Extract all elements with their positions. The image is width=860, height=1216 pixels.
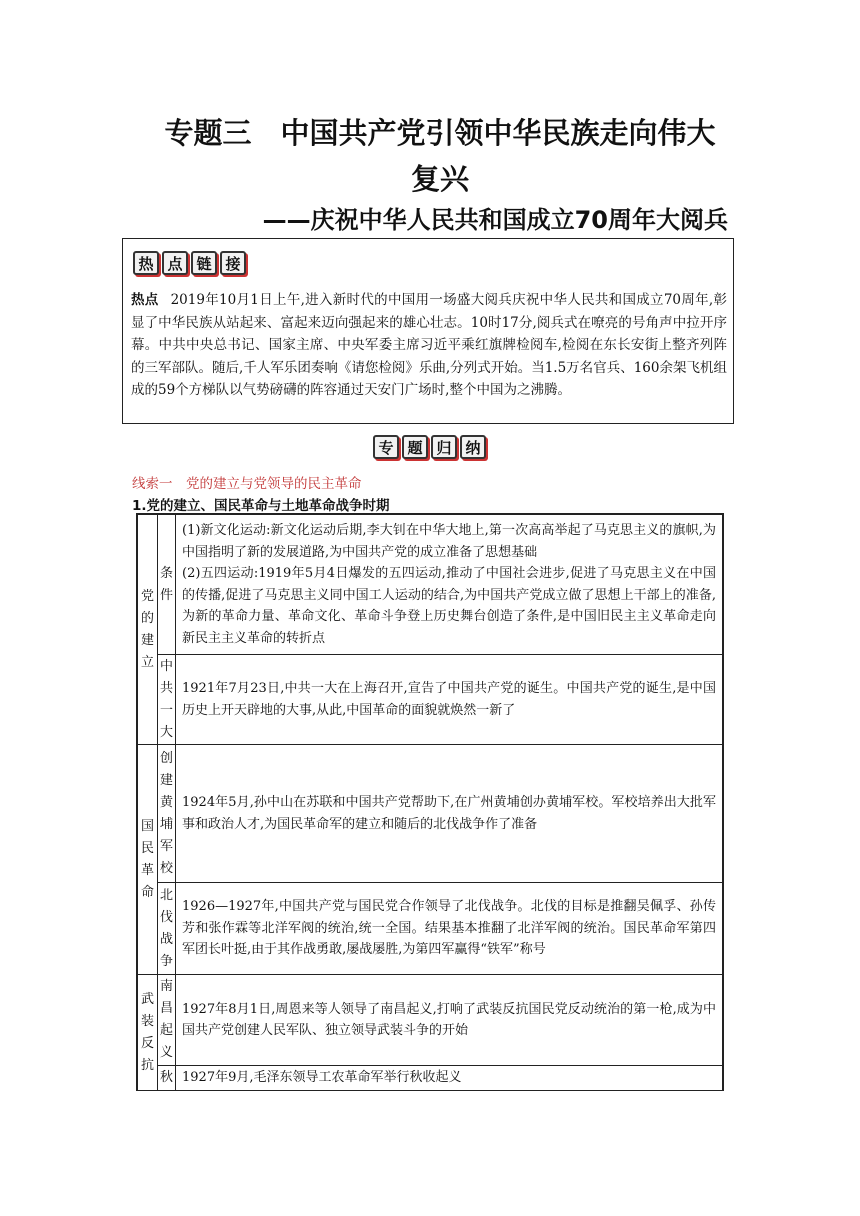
table-row — [138, 745, 723, 883]
content-text: (2)五四运动:1919年5月4日爆发的五四运动,推动了中国社会进步,促进了马克思主义在中国的传播,促进了马克思主义同中国工人运动的结合,为中国共产党成立做了思想上干部上的准备,为新的革命力量、革命文化、革命斗争登上历史舞台创造了条件,是中国旧民主主义革命走向新民主主义革命的转折点 — [182, 566, 716, 646]
hot-link-tag: 接 — [220, 251, 246, 275]
content-cell — [176, 515, 723, 655]
summary-tag: 归 — [431, 435, 457, 459]
content-text: (1)新文化运动:新文化运动后期,李大钊在中华大地上,第一次高高举起了马克思主义的旗帜,为中国指明了新的发展道路,为中国共产党的成立准备了思想基础 — [182, 523, 716, 560]
subcategory-cell: 北伐战争 — [158, 883, 176, 975]
category-cell: 国民革命 — [138, 745, 158, 975]
table-row — [138, 655, 723, 745]
table-row — [138, 883, 723, 975]
summary-tag: 纳 — [460, 435, 486, 459]
content-cell: 1926—1927年,中国共产党与国民党合作领导了北伐战争。北伐的目标是推翻吴佩孚、孙传芳和张作霖等北洋军阀的统治,统一全国。结果基本推翻了北洋军阀的统治。国民革命军第四军团长叶挺,由于其作战勇敢,屡战屡胜,为第四军赢得“铁军”称号 — [176, 883, 723, 975]
title-line-1: 专题三 中国共产党引领中华民族走向伟大 — [164, 116, 716, 150]
hot-link-label: 热点 — [131, 292, 159, 308]
hot-link-box — [122, 238, 734, 424]
hot-link-tags — [133, 251, 246, 275]
summary-tags — [373, 435, 486, 459]
section-title: 1.党的建立、国民革命与土地革命战争时期 — [132, 498, 390, 514]
hot-link-tag: 热 — [133, 251, 159, 275]
history-table — [136, 513, 724, 1091]
category-cell: 武装反抗 — [138, 975, 158, 1091]
table-row — [138, 515, 723, 655]
page-title — [140, 110, 740, 202]
subcategory-cell: 条件 — [158, 515, 176, 655]
content-cell: 1927年9月,毛泽东领导工农革命军举行秋收起义 — [176, 1066, 723, 1091]
hot-link-text: 2019年10月1日上午,进入新时代的中国用一场盛大阅兵庆祝中华人民共和国成立70周年,彰显了中华民族从站起来、富起来迈向强起来的雄心壮志。10时17分,阅兵式在嘹亮的号角声中拉开序幕。中共中央总书记、国家主席、中央军委主席习近平乘红旗牌检阅车,检阅在东长安街上整齐列阵的三军部队。随后,千人军乐团奏响《请您检阅》乐曲,分列式开始。当1.5万名官兵、160余架飞机组成的59个方梯队以气势磅礴的阵容通过天安门广场时,整个中国为之沸腾。 — [131, 292, 727, 398]
hot-link-paragraph — [131, 289, 727, 402]
summary-tag: 专 — [373, 435, 399, 459]
hot-link-tag: 点 — [162, 251, 188, 275]
content-cell: 1921年7月23日,中共一大在上海召开,宣告了中国共产党的诞生。中国共产党的诞生,是中国历史上开天辟地的大事,从此,中国革命的面貌就焕然一新了 — [176, 655, 723, 745]
subcategory-cell: 南昌起义 — [158, 975, 176, 1066]
summary-tag: 题 — [402, 435, 428, 459]
category-cell: 党的建立 — [138, 515, 158, 745]
content-cell: 1924年5月,孙中山在苏联和中国共产党帮助下,在广州黄埔创办黄埔军校。军校培养出大批军事和政治人才,为国民革命军的建立和随后的北伐战争作了准备 — [176, 745, 723, 883]
hot-link-tag: 链 — [191, 251, 217, 275]
subcategory-cell: 创建黄埔军校 — [158, 745, 176, 883]
table-row — [138, 1066, 723, 1091]
title-line-2: 复兴 — [410, 162, 469, 196]
subcategory-cell: 中共一大 — [158, 655, 176, 745]
table-row — [138, 975, 723, 1066]
page-subtitle: ——庆祝中华人民共和国成立70周年大阅兵 — [262, 206, 728, 234]
subcategory-cell: 秋 — [158, 1066, 176, 1091]
content-cell: 1927年8月1日,周恩来等人领导了南昌起义,打响了武装反抗国民党反动统治的第一枪,成为中国共产党创建人民军队、独立领导武装斗争的开始 — [176, 975, 723, 1066]
clue-heading: 线索一 党的建立与党领导的民主革命 — [132, 476, 362, 492]
